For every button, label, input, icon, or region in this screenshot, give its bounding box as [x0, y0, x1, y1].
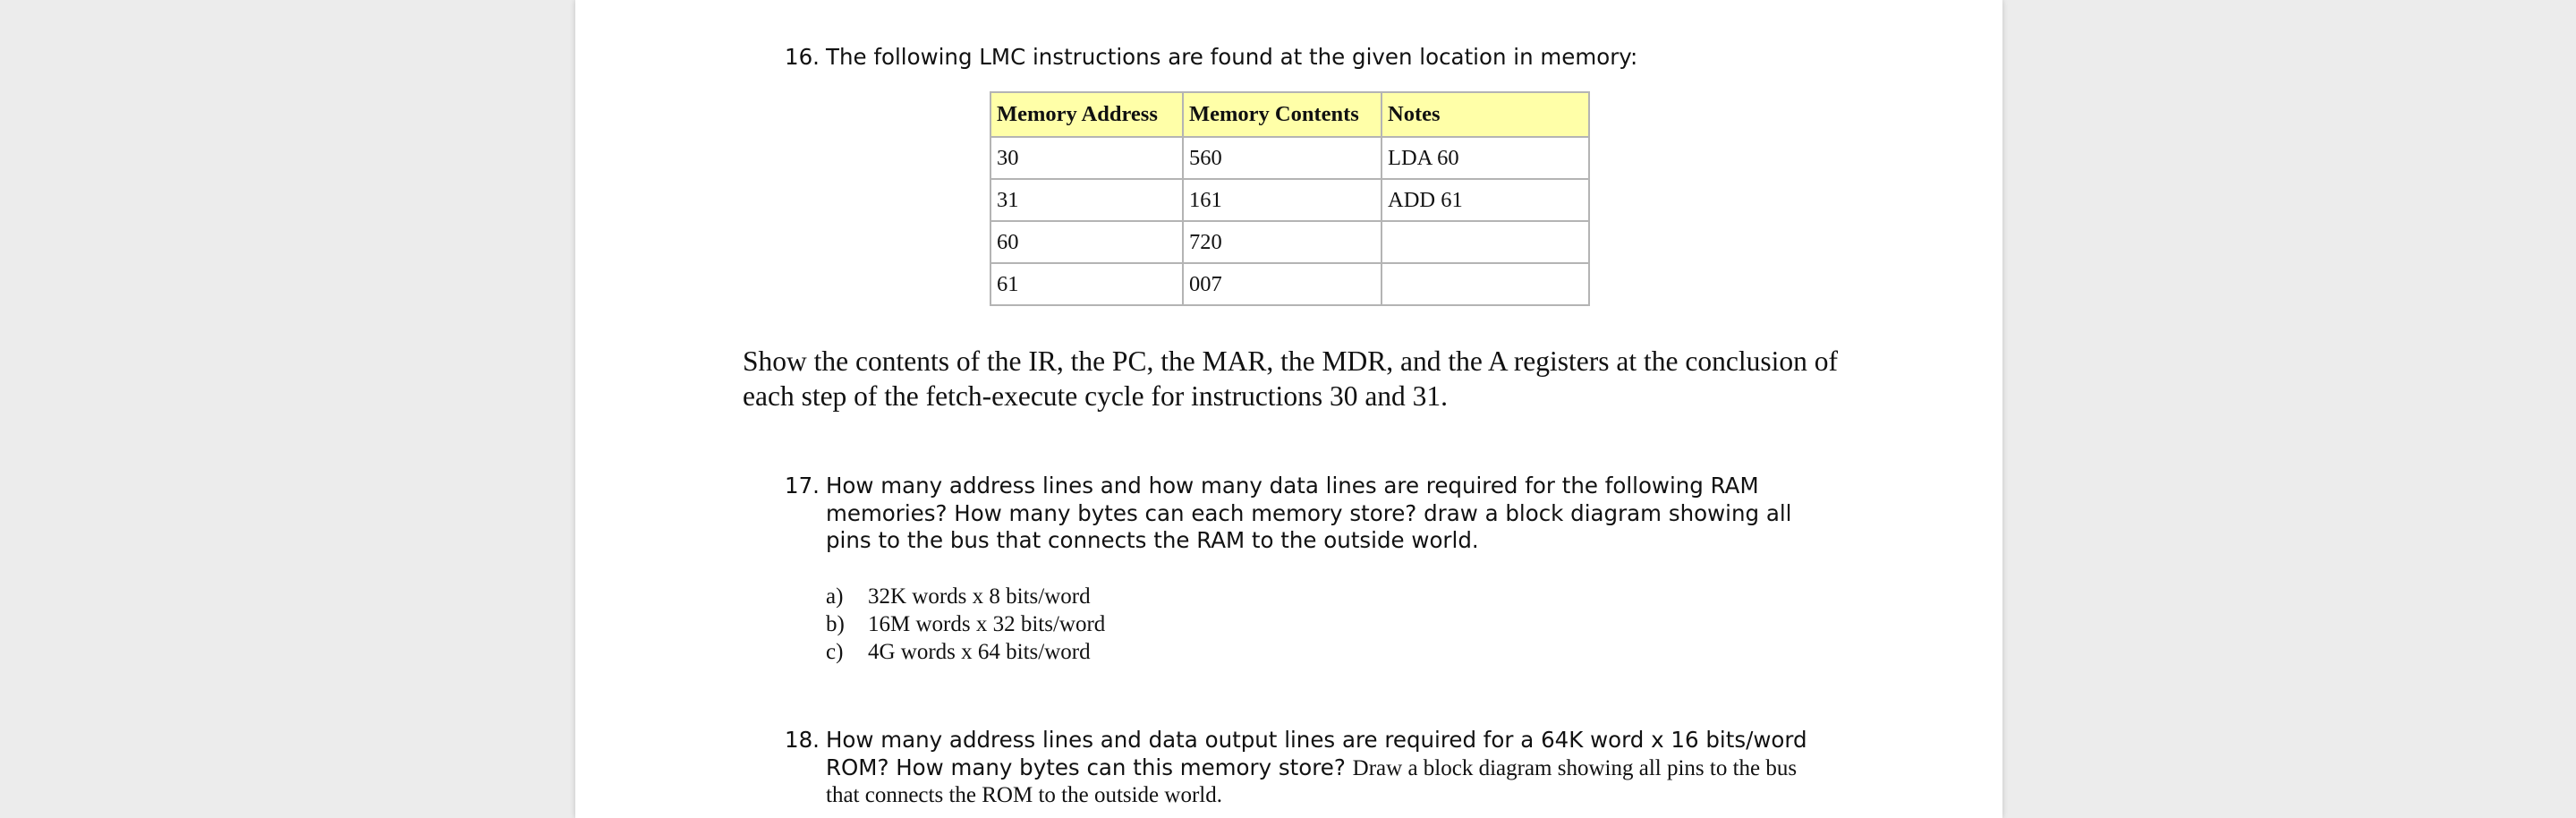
question-18-line — [826, 754, 1807, 783]
followup-line: each step of the fetch-execute cycle for instructions 30 and 31. — [743, 380, 1449, 412]
followup-line: Show the contents of the IR, the PC, the MAR, the MDR, and the A registers at the conclusion of — [743, 345, 1838, 377]
cell-contents: 161 — [1183, 179, 1382, 221]
question-18-text — [826, 727, 1807, 810]
list-item — [826, 583, 1105, 610]
cell-contents: 720 — [1183, 221, 1382, 263]
header-notes: Notes — [1382, 92, 1589, 137]
question-16-number: 16. — [785, 44, 820, 70]
cell-address: 31 — [990, 179, 1183, 221]
question-17-line: pins to the bus that connects the RAM to the outside world. — [826, 527, 1479, 553]
list-item — [826, 638, 1105, 666]
question-17-number: 17. — [785, 473, 820, 498]
question-17-text — [826, 473, 1791, 555]
cell-address: 60 — [990, 221, 1183, 263]
document-page — [575, 0, 2002, 818]
list-item-label: a) — [826, 584, 844, 609]
question-17-line: memories? How many bytes can each memory store? draw a block diagram showing all — [826, 499, 1792, 526]
question-18-line2-serif: Draw a block diagram showing all pins to the bus — [1352, 755, 1798, 780]
cell-notes: ADD 61 — [1382, 179, 1589, 221]
question-16-text: The following LMC instructions are found at the given location in memory: — [826, 44, 1638, 70]
list-item-label: b) — [826, 612, 845, 636]
cell-contents: 007 — [1183, 263, 1382, 305]
question-16-followup — [743, 344, 1838, 413]
cell-address: 30 — [990, 137, 1183, 179]
question-17-sublist — [826, 583, 1105, 666]
table-row — [990, 263, 1589, 305]
table-row — [990, 179, 1589, 221]
lmc-memory-table — [990, 91, 1590, 306]
list-item-text: 16M words x 32 bits/word — [868, 612, 1106, 636]
question-18-number: 18. — [785, 727, 820, 753]
header-memory-address: Memory Address — [990, 92, 1183, 137]
question-18-line: How many address lines and data output lines are required for a 64K word x 16 bits/word — [826, 727, 1807, 753]
cell-address: 61 — [990, 263, 1183, 305]
table-row — [990, 137, 1589, 179]
list-item — [826, 610, 1105, 638]
question-17-line: How many address lines and how many data lines are required for the following RAM — [826, 473, 1759, 498]
list-item-label: c) — [826, 640, 844, 664]
table-header-row — [990, 92, 1589, 137]
question-18-line: that connects the ROM to the outside world. — [826, 783, 1222, 807]
table-row — [990, 221, 1589, 263]
question-18-line2-sans: ROM? How many bytes can this memory store? — [826, 754, 1353, 780]
cell-notes — [1382, 221, 1589, 263]
header-memory-contents: Memory Contents — [1183, 92, 1382, 137]
list-item-text: 4G words x 64 bits/word — [868, 640, 1091, 664]
list-item-text: 32K words x 8 bits/word — [868, 584, 1091, 609]
cell-notes — [1382, 263, 1589, 305]
cell-contents: 560 — [1183, 137, 1382, 179]
cell-notes: LDA 60 — [1382, 137, 1589, 179]
